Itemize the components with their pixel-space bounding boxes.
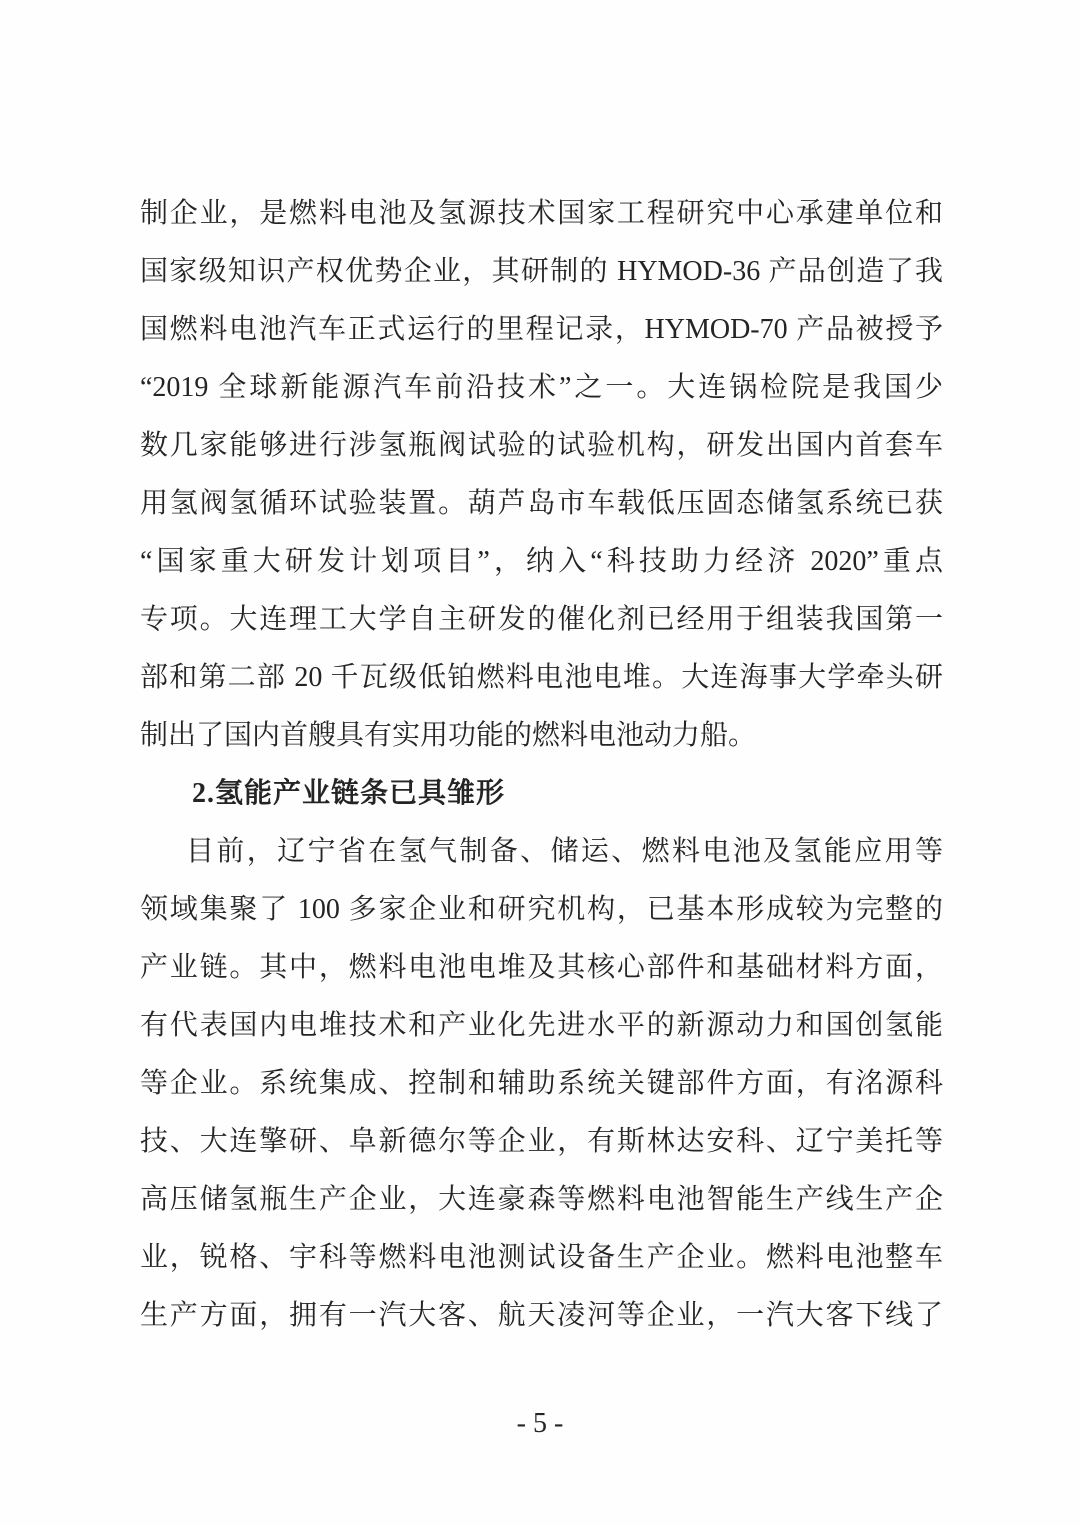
body-line: “国家重大研发计划项目”，纳入“科技助力经济 2020”重点 [140,546,943,577]
body-line: 专项。大连理工大学自主研发的催化剂已经用于组装我国第一 [140,604,943,635]
body-line: 生产方面，拥有一汽大客、航天凌河等企业，一汽大客下线了 [140,1300,943,1331]
body-line: 等企业。系统集成、控制和辅助系统关键部件方面，有洺源科 [140,1068,943,1099]
body-line: 制出了国内首艘具有实用功能的燃料电池动力船。 [140,720,757,751]
body-line: 国家级知识产权优势企业，其研制的 HYMOD-36 产品创造了我 [140,256,943,287]
body-line: 领域集聚了 100 多家企业和研究机构，已基本形成较为完整的 [140,894,943,925]
body-line: 数几家能够进行涉氢瓶阀试验的试验机构，研发出国内首套车 [140,430,943,461]
body-line: 部和第二部 20 千瓦级低铂燃料电池电堆。大连海事大学牵头研 [140,662,943,693]
body-line: 国燃料电池汽车正式运行的里程记录，HYMOD-70 产品被授予 [140,314,943,345]
body-line: 有代表国内电堆技术和产业化先进水平的新源动力和国创氢能 [140,1010,943,1041]
text-block [140,185,943,1345]
body-line: 制企业，是燃料电池及氢源技术国家工程研究中心承建单位和 [140,198,943,229]
body-line: “2019 全球新能源汽车前沿技术”之一。大连锅检院是我国少 [140,372,943,403]
body-line: 高压储氢瓶生产企业，大连豪森等燃料电池智能生产线生产企 [140,1184,943,1215]
section-heading: 2.氢能产业链条已具雏形 [192,778,506,809]
body-line: 技、大连擎研、阜新德尔等企业，有斯林达安科、辽宁美托等 [140,1126,943,1157]
body-line: 产业链。其中，燃料电池电堆及其核心部件和基础材料方面， [140,952,943,983]
body-line: 目前，辽宁省在氢气制备、储运、燃料电池及氢能应用等 [186,836,943,867]
body-line: 业，锐格、宇科等燃料电池测试设备生产企业。燃料电池整车 [140,1242,943,1273]
body-line: 用氢阀氢循环试验装置。葫芦岛市车载低压固态储氢系统已获 [140,488,943,519]
page-number: - 5 - [516,1408,564,1439]
